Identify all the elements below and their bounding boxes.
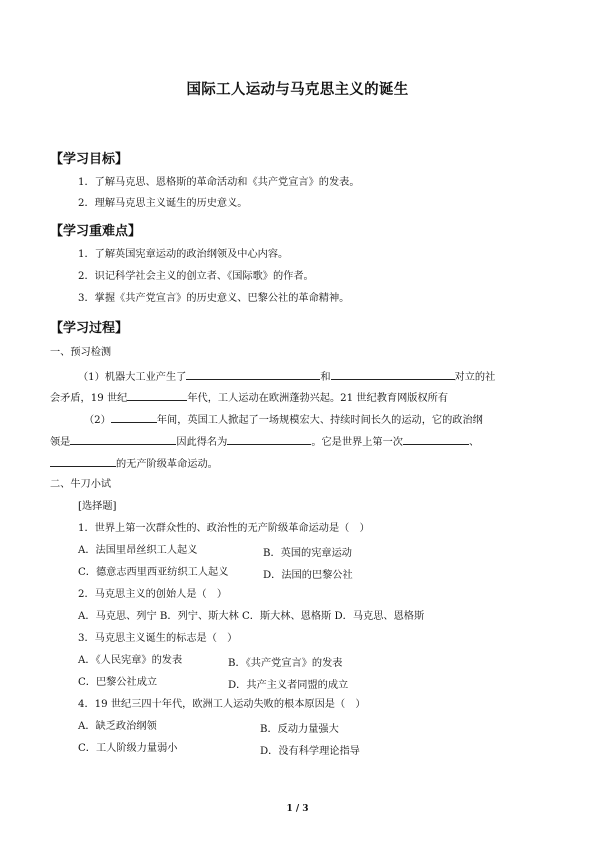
objective-item: 2．理解马克思主义诞生的历史意义。: [78, 198, 248, 209]
keypoint-item: 1．了解英国宪章运动的政治纲领及中心内容。: [78, 249, 289, 260]
option-a[interactable]: A．《人民宪章》的发表: [78, 655, 183, 666]
question-stem: 3．马克思主义诞生的标志是（ ）: [78, 633, 238, 644]
objectives-heading: 【学习目标】: [50, 152, 129, 167]
option-c[interactable]: C．工人阶级力量弱小: [78, 743, 178, 754]
fill-question-1-line-2: 会矛盾，19 世纪 年代，工人运动在欧洲蓬勃兴起。21 世纪教育网版权所有: [50, 389, 448, 406]
choice-type-label: [选择题]: [78, 501, 117, 512]
fill-question-2-line-3: 的无产阶级革命运动。: [50, 455, 218, 472]
answer-blank[interactable]: [331, 368, 455, 380]
option-d[interactable]: D．共产主义者同盟的成立: [228, 680, 349, 691]
keypoint-item: 3．掌握《共产党宣言》的历史意义、巴黎公社的革命精神。: [78, 293, 350, 304]
keypoint-item: 2．识记科学社会主义的创立者、《国际歌》的作者。: [78, 271, 314, 282]
question-stem: 1．世界上第一次群众性的、政治性的无产阶级革命运动是（ ）: [78, 523, 370, 534]
fill-question-2-line-2: 领是 因此得名为 。它是世界上第一次 、: [50, 433, 479, 450]
objective-item: 1．了解马克思、恩格斯的革命活动和《共产党宣言》的发表。: [78, 177, 360, 188]
option-d[interactable]: D．法国的巴黎公社: [263, 570, 353, 581]
answer-blank[interactable]: [186, 368, 320, 380]
practice-heading: 二、牛刀小试: [50, 479, 112, 490]
fill-question-1-line-1: （1）机器大工业产生了 和 对立的社: [78, 368, 495, 385]
option-a[interactable]: A．缺乏政治纲领: [78, 721, 157, 732]
option-c[interactable]: C．德意志西里西亚纺织工人起义: [78, 567, 229, 578]
preview-heading: 一、预习检测: [50, 347, 112, 358]
option-b[interactable]: B．英国的宪章运动: [263, 548, 352, 559]
answer-blank[interactable]: [403, 433, 469, 445]
page-title: 国际工人运动与马克思主义的诞生: [186, 82, 409, 98]
option-a[interactable]: A．法国里昂丝织工人起义: [78, 545, 198, 556]
fill-question-2-line-1: （2） 年间，英国工人掀起了一场规模宏大、持续时间长久的运动，它的政治纲: [84, 411, 483, 428]
question-stem: 2．马克思主义的创始人是（ ）: [78, 589, 228, 600]
options-line[interactable]: A．马克思、列宁 B．列宁、斯大林 C．斯大林、恩格斯 D．马克思、恩格斯: [78, 611, 425, 622]
keypoints-heading: 【学习重难点】: [50, 224, 142, 239]
answer-blank[interactable]: [227, 433, 311, 445]
answer-blank[interactable]: [127, 389, 187, 401]
answer-blank[interactable]: [70, 433, 176, 445]
process-heading: 【学习过程】: [50, 321, 129, 336]
option-b[interactable]: B．反动力量强大: [260, 724, 339, 735]
option-d[interactable]: D．没有科学理论指导: [260, 746, 360, 757]
answer-blank[interactable]: [50, 455, 116, 467]
page-number: 1 / 3: [286, 804, 309, 814]
option-b[interactable]: B．《共产党宣言》的发表: [228, 658, 343, 669]
option-c[interactable]: C．巴黎公社成立: [78, 677, 158, 688]
answer-blank[interactable]: [111, 411, 157, 423]
question-stem: 4．19 世纪三四十年代，欧洲工人运动失败的根本原因是（ ）: [78, 699, 366, 710]
